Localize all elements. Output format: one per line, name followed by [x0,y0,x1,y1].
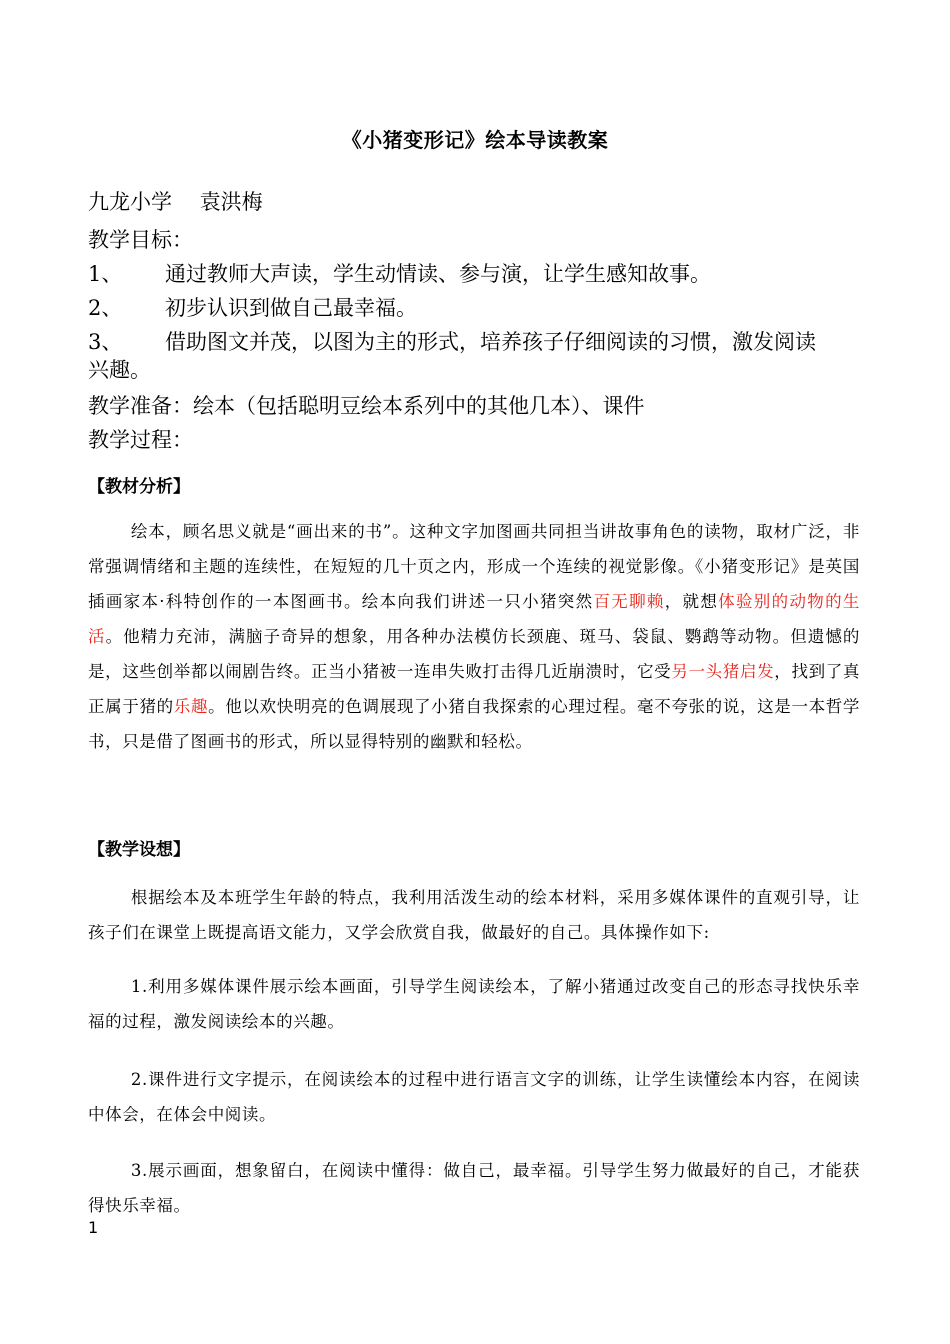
design-item-3: 3.展示画面，想象留白，在阅读中懂得：做自己，最幸福。引导学生努力做最好的自己，才能获得快乐幸福。 [88,1161,860,1215]
goal-text: 初步认识到做自己最幸福。 [165,296,417,320]
analysis-heading: 【教材分析】 [88,477,190,497]
analysis-highlight: 体验别的动物的生活 [88,592,860,646]
goal-item-1 [88,258,711,288]
document-title: 《小猪变形记》绘本导读教案 [341,128,609,152]
analysis-highlight: 百无聊赖 [593,592,665,611]
goal-number: 2、 [88,296,123,320]
goals-heading: 教学目标： [88,228,193,252]
prep-line: 教学准备：绘本（包括聪明豆绘本系列中的其他几本）、课件 [88,394,645,418]
analysis-highlight: 乐趣 [173,697,209,716]
analysis-text: ，就想 [664,592,719,611]
goal-item-3 [88,326,816,356]
analysis-text: 。他精力充沛，满脑子奇异的想象，用各种办法模仿长颈鹿、斑马、袋鼠、鹦鹉等动物。但遗憾的是，这些创举都以闹剧告终。正当小猪被一连串失败打击得几近崩溃时，它受 [88,627,860,681]
goal-text: 借助图文并茂，以图为主的形式，培养孩子仔细阅读的习惯，激发阅读 [165,330,816,354]
page-number: 1 [88,1218,99,1237]
goal-text: 通过教师大声读，学生动情读、参与演，让学生感知故事。 [165,262,711,286]
design-intro: 根据绘本及本班学生年龄的特点，我利用活泼生动的绘本材料，采用多媒体课件的直观引导，让孩子们在课堂上既提高语文能力，又学会欣赏自我，做最好的自己。具体操作如下: [88,888,860,942]
analysis-text: 绘本，顾名思义就是“画出来的书”。这种文字加图画共同担当讲故事角色的读物，取材广泛，非常强调情绪和主题的连续性，在短短的几十页之内，形成一个连续的视觉影像。《小猪变形记》是英国插画家本·科特创作的一本图画书。绘本向我们讲述一只小猪突然 [88,522,860,611]
design-item-1: 1.利用多媒体课件展示绘本画面，引导学生阅读绘本，了解小猪通过改变自己的形态寻找快乐幸福的过程，激发阅读绘本的兴趣。 [88,977,860,1031]
goal-item-2 [88,292,417,322]
analysis-paragraph [88,514,860,759]
process-line: 教学过程： [88,428,193,452]
analysis-text: ，找到了真正属于猪的 [88,662,861,716]
design-heading: 【教学设想】 [88,840,190,860]
design-item-2: 2.课件进行文字提示，在阅读绘本的过程中进行语言文字的训练，让学生读懂绘本内容，在阅读中体会，在体会中阅读。 [88,1070,860,1124]
author-line: 九龙小学 袁洪梅 [88,190,263,214]
goal-item-3-continuation: 兴趣。 [88,358,151,382]
goal-number: 3、 [88,330,123,354]
goal-number: 1、 [88,262,123,286]
analysis-text: 。他以欢快明亮的色调展现了小猪自我探索的心理过程。毫不夸张的说，这是一本哲学书，只是借了图画书的形式，所以显得特别的幽默和轻松。 [88,697,861,751]
analysis-highlight: 另一头猪启发 [671,662,775,681]
